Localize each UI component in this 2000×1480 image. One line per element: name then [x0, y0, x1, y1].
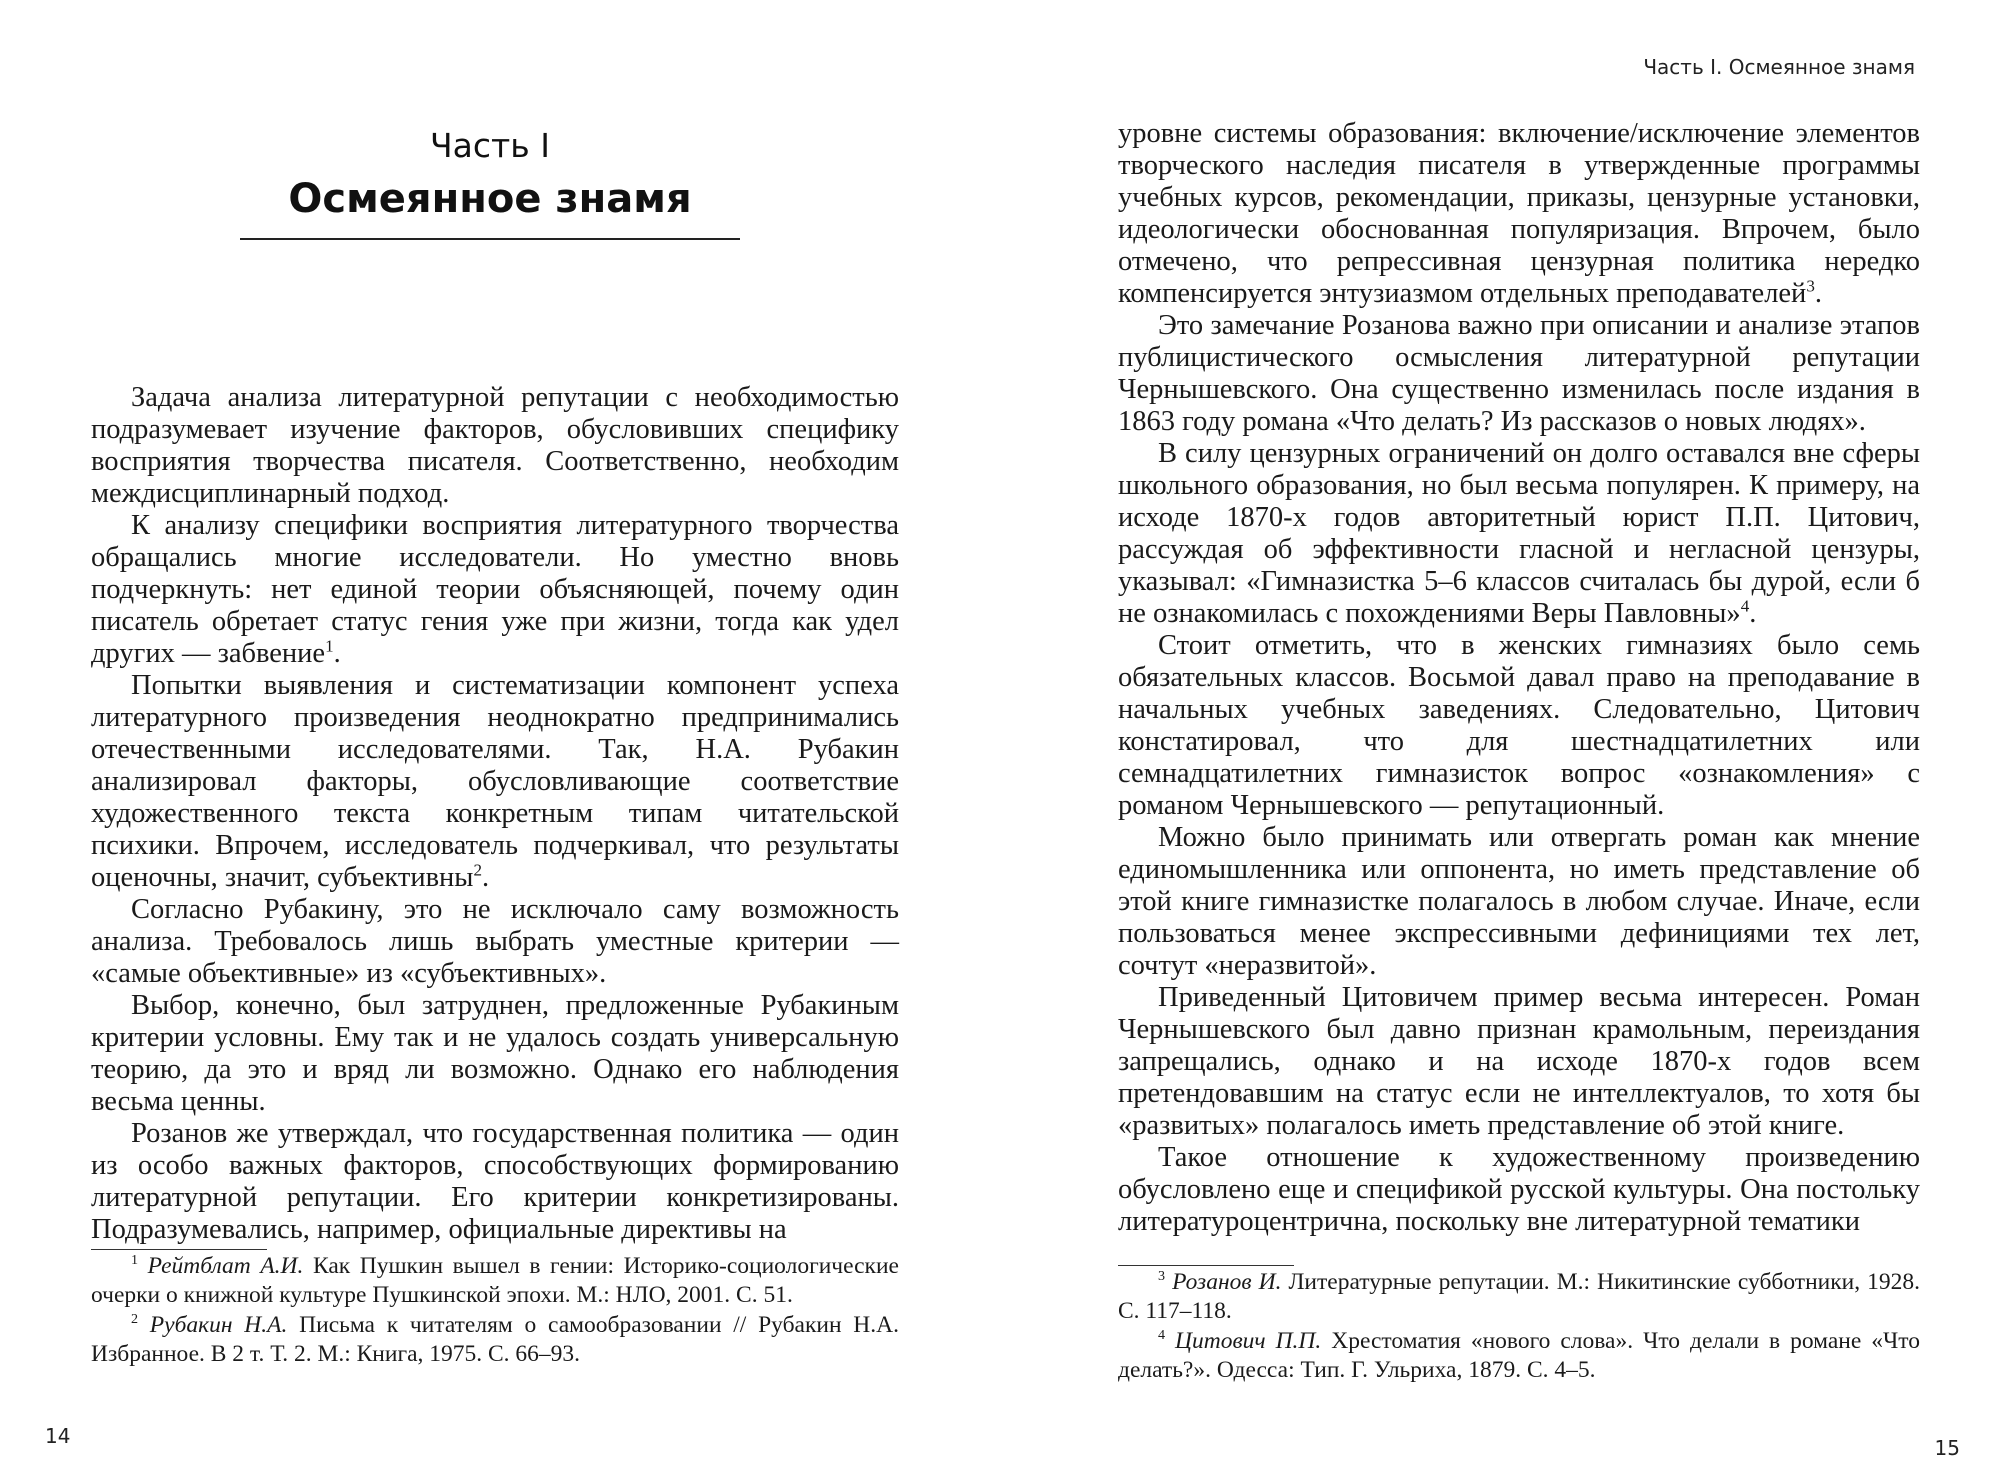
right-footnotes	[1118, 1268, 1920, 1386]
paragraph: Это замечание Розанова важно при описании и анализе этапов публицистического осмысления литературной репутации Чернышевского. Она существенно изменилась после издания в 1863 году романа «Что делать? Из рассказов о новых людях».	[1118, 310, 1920, 437]
footnote-ref[interactable]: 4	[1740, 596, 1750, 616]
paragraph: К анализу специфики восприятия литературного творчества обращались многие исследователи. Но уместно вновь подчеркнуть: нет единой теории объясняющей, почему один писатель обретает статус гения уже при жизни, тогда как удел других — забвение$^1$.	[91, 510, 899, 669]
paragraph: уровне системы образования: включение/исключение элементов творческого наследия писателя в утвержденные программы учебных курсов, рекомендации, приказы, цензурные установки, идеологически обоснованная популяризация. Впрочем, было отмечено, что репрессивная цензурная политика нередко компенсируется энтузиазмом отдельных преподавателей$^3$.	[1118, 118, 1920, 309]
paragraph: Розанов же утверждал, что государственная политика — один из особо важных факторов, способствующих формированию литературной репутации. Его критерии конкретизированы. Подразумевались, например, официальные директивы на	[91, 1118, 899, 1245]
paragraph: Выбор, конечно, был затруднен, предложенные Рубакиным критерии условны. Ему так и не удалось создать универсальную теорию, да это и вряд ли возможно. Однако его наблюдения весьма ценны.	[91, 990, 899, 1117]
chapter-title: Осмеянное знамя	[288, 176, 692, 222]
footnote-author: Цитович П.П.	[1175, 1328, 1322, 1354]
paragraph: Приведенный Цитовичем пример весьма интересен. Роман Чернышевского был давно признан крамольным, переиздания запрещались, однако и на исходе 1870-х годов всем претендовавшим на статус если не интеллектуалов, то хотя бы «развитых» полагалось иметь представление об этой книге.	[1118, 982, 1920, 1141]
footnote: $^1$ Рейтблат А.И. Как Пушкин вышел в гении: Историко-социологические очерки о книжной культуре Пушкинской эпохи. М.: НЛО, 2001. С. 51.	[91, 1252, 899, 1308]
footnote: $^4$ Цитович П.П. Хрестоматия «нового слова». Что делали в романе «Что делать?». Одесса: Тип. Г. Ульриха, 1879. С. 4–5.	[1118, 1327, 1921, 1383]
heading-rule	[240, 238, 740, 240]
footnote-ref[interactable]: 1	[325, 636, 334, 656]
footnote-author: Рубакин Н.А.	[149, 1312, 288, 1338]
footnote: $^3$ Розанов И. Литературные репутации. М.: Никитинские субботники, 1928. С. 117–118.	[1118, 1268, 1920, 1324]
footnote-separator	[91, 1249, 267, 1250]
footnote: $^2$ Рубакин Н.А. Письма к читателям о самообразовании // Рубакин Н.А. Избранное. В 2 т. Т. 2. М.: Книга, 1975. С. 66–93.	[91, 1311, 899, 1367]
running-head: Часть I. Осмеянное знамя	[1643, 55, 1915, 79]
paragraph: Такое отношение к художественному произведению обусловлено еще и спецификой русской культуры. Она постольку литературоцентрична, поскольку вне литературной тематики	[1118, 1142, 1920, 1237]
footnote-number: 4	[1158, 1327, 1166, 1344]
page-number: 15	[1934, 1436, 1960, 1460]
footnote-number: 2	[131, 1311, 139, 1328]
footnote-author: Рейтблат А.И.	[147, 1253, 304, 1279]
footnote-author: Розанов И.	[1172, 1269, 1282, 1295]
paragraph: Согласно Рубакину, это не исключало саму возможность анализа. Требовалось лишь выбрать уместные критерии — «самые объективные» из «субъективных».	[91, 894, 899, 989]
paragraph: Можно было принимать или отвергать роман как мнение единомышленника или оппонента, но иметь представление об этой книге гимназистке полагалось в любом случае. Иначе, если пользоваться менее экспрессивными дефинициями тех лет, сочтут «неразвитой».	[1118, 822, 1920, 981]
footnote-separator	[1118, 1265, 1294, 1266]
paragraph: Стоит отметить, что в женских гимназиях было семь обязательных классов. Восьмой давал право на преподавание в начальных учебных заведениях. Следовательно, Цитович констатировал, что для шестнадцатилетних или семнадцатилетних гимназисток вопрос «ознакомления» с романом Чернышевского — репутационный.	[1118, 630, 1920, 821]
footnote-ref[interactable]: 2	[473, 860, 482, 880]
page-number: 14	[45, 1424, 71, 1448]
left-footnotes	[91, 1252, 899, 1370]
part-label: Часть I	[430, 126, 550, 165]
right-page	[1000, 0, 2000, 1480]
right-body-text	[1118, 118, 1920, 1238]
paragraph: Попытки выявления и систематизации компонент успеха литературного произведения неоднократно предпринимались отечественными исследователями. Так, Н.А. Рубакин анализировал факторы, обусловливающие соответствие художественного текста конкретным типам читательской психики. Впрочем, исследователь подчеркивал, что результаты оценочны, значит, субъективны$^2$.	[91, 670, 899, 893]
paragraph: В силу цензурных ограничений он долго оставался вне сферы школьного образования, но был весьма популярен. К примеру, на исходе 1870-х годов авторитетный юрист П.П. Цитович, рассуждая об эффективности гласной и негласной цензуры, указывал: «Гимназистка 5–6 классов считалась бы дурой, если б не ознакомилась с похождениями Веры Павловны»$^4$.	[1118, 438, 1920, 629]
paragraph: Задача анализа литературной репутации с необходимостью подразумевает изучение факторов, обусловивших специфику восприятия творчества писателя. Соответственно, необходим междисциплинарный подход.	[91, 382, 899, 509]
footnote-number: 1	[131, 1252, 139, 1269]
left-body-text	[91, 382, 899, 1246]
footnote-ref[interactable]: 3	[1806, 276, 1815, 296]
footnote-number: 3	[1158, 1268, 1166, 1285]
